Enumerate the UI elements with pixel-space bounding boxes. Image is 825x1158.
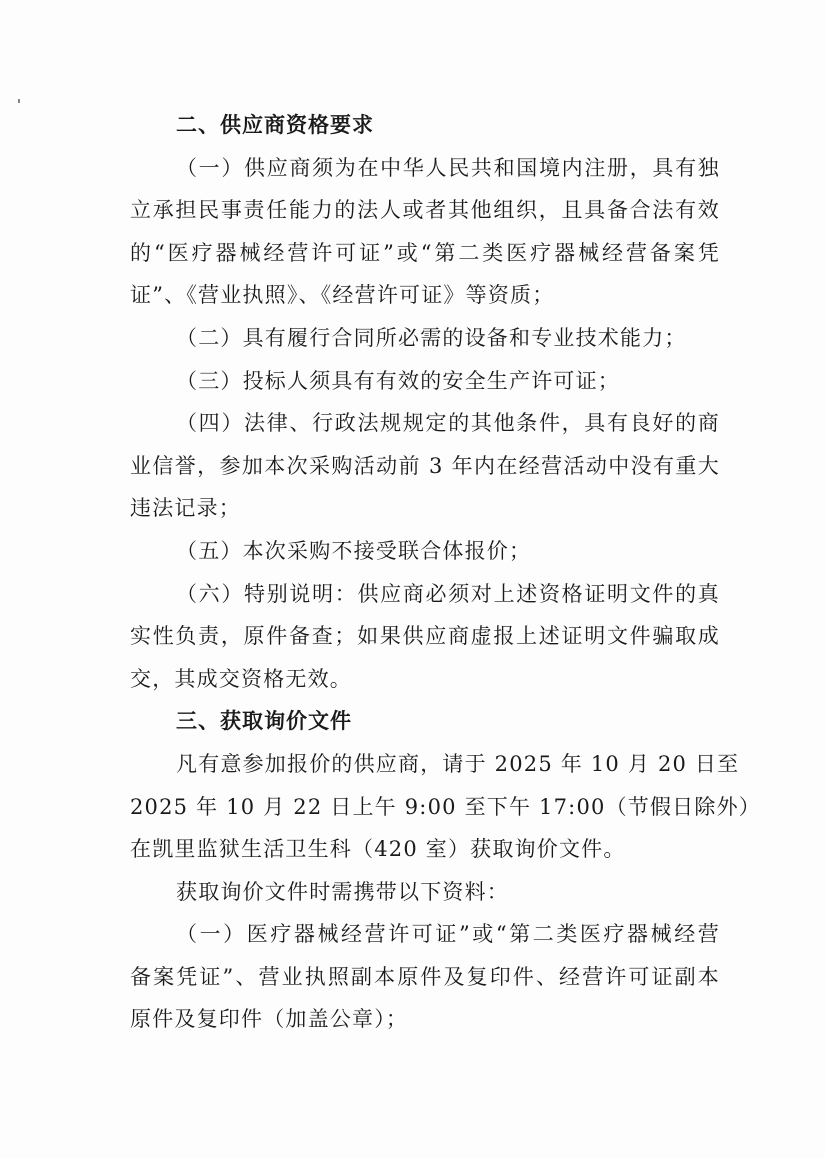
paragraph-line: 在凯里监狱生活卫生科（420 室）获取询价文件。 xyxy=(130,837,626,862)
paragraph-line: （一）医疗器械经营许可证”或“第二类医疗器械经营 xyxy=(176,922,720,947)
section-heading-qualification: 二、供应商资格要求 xyxy=(176,113,374,137)
paragraph-line: 证”、《营业执照》、《经营许可证》等资质； xyxy=(130,283,555,308)
paragraph-line: （四）法律、行政法规规定的其他条件，具有良好的商 xyxy=(176,411,720,436)
paragraph-line: 2025 年 10 月 22 日上午 9:00 至下午 17:00（节假日除外） xyxy=(130,794,761,819)
paragraph-line: 违法记录； xyxy=(130,496,241,521)
paragraph-line: 实性负责，原件备查；如果供应商虚报上述证明文件骗取成 xyxy=(130,624,720,649)
paragraph-line: 业信誉，参加本次采购活动前 3 年内在经营活动中没有重大 xyxy=(130,453,720,478)
paragraph-line: 凡有意参加报价的供应商，请于 2025 年 10 月 20 日至 xyxy=(176,751,740,776)
paragraph-line: 原件及复印件（加盖公章）； xyxy=(130,1007,409,1032)
paragraph-line: （三）投标人须具有有效的安全生产许可证； xyxy=(176,368,620,393)
paragraph-line: 备案凭证”、营业执照副本原件及复印件、经营许可证副本 xyxy=(130,964,720,989)
section-heading-obtain-documents: 三、获取询价文件 xyxy=(176,709,352,734)
paragraph-line: （一）供应商须为在中华人民共和国境内注册，具有独 xyxy=(176,155,720,180)
paragraph-line: 立承担民事责任能力的法人或者其他组织，且具备合法有效 xyxy=(130,198,720,223)
paragraph-line: （五）本次采购不接受联合体报价； xyxy=(176,538,532,563)
paragraph-line: 交，其成交资格无效。 xyxy=(130,666,352,691)
scan-speck xyxy=(18,99,20,103)
paragraph-line: （二）具有履行合同所必需的设备和专业技术能力； xyxy=(176,325,687,350)
paragraph-line: 的“医疗器械经营许可证”或“第二类医疗器械经营备案凭 xyxy=(130,240,720,265)
document-body xyxy=(130,104,761,1041)
paragraph-line: （六）特别说明：供应商必须对上述资格证明文件的真 xyxy=(176,581,720,606)
paragraph-line: 获取询价文件时需携带以下资料： xyxy=(176,879,509,904)
